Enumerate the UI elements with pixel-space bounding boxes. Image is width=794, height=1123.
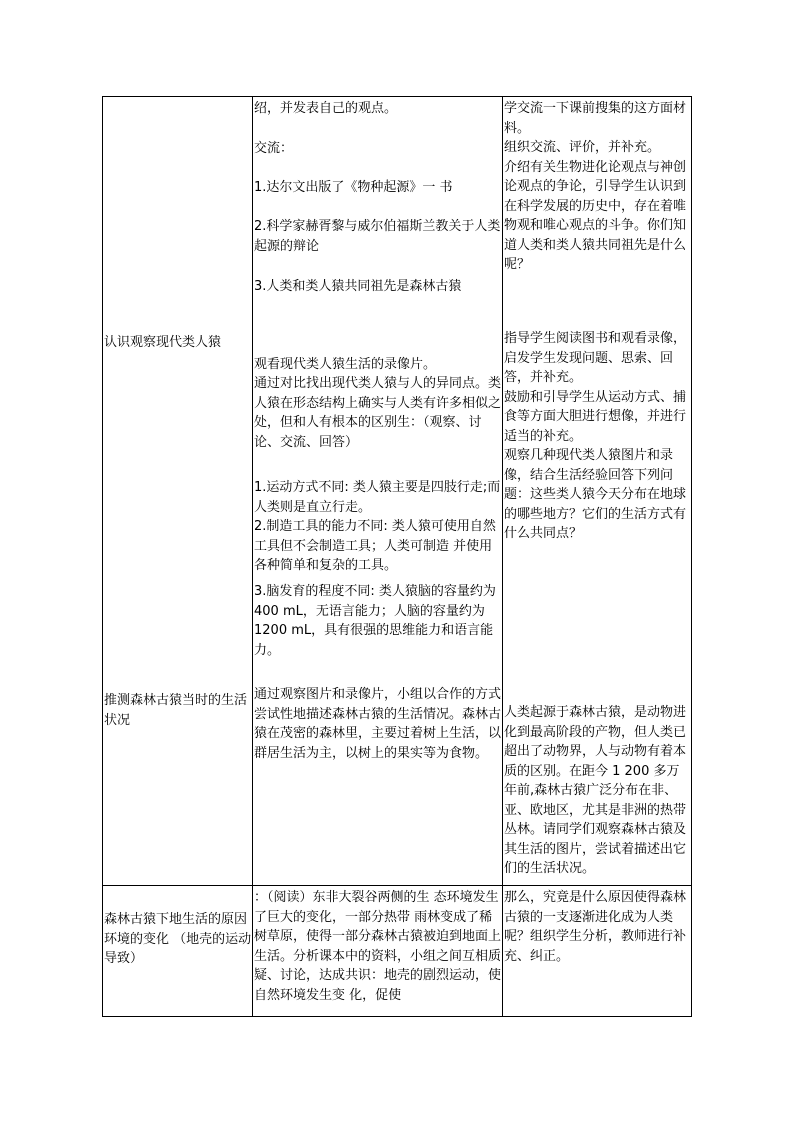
text-line: 2.科学家赫胥黎与威尔伯福斯兰教关于人类起源的辩论 bbox=[254, 219, 501, 254]
text-line: 绍，并发表自己的观点。 bbox=[254, 101, 398, 116]
text-paragraph: 人类起源于森林古猿，是动物进化到最高阶段的产物，但人类已超出了动物界，人与动物有着本质的区别。在距今 1 200 多万年前,森林古猿广泛分布在非、亚、欧地区，尤其是非洲的热带丛林。请同学们观察森林古猿及其生活的图片，尝试着描述出它们的生活状况。 bbox=[504, 705, 687, 876]
text-line: 3.人类和类人猿共同祖先是森林古猿 bbox=[254, 279, 462, 294]
text-paragraph: 学交流一下课前搜集的这方面材料。 组织交流、评价，并补充。 介绍有关生物进化论观点与神创论观点的争论，引导学生认识到在科学发展的历史中，存在着唯物观和唯心观点的斗争。你们知道人类和类人猿共同祖先是什么呢？ bbox=[504, 101, 687, 272]
text-paragraph: 那么，究竟是什么原因使得森林古猿的一支逐渐进化成为人类呢？组织学生分析，教师进行补充、纠正。 bbox=[504, 890, 687, 964]
topic-label: 推测森林古猿当时的生活状况 bbox=[104, 693, 248, 728]
topic-label: 森林古猿下地生活的原因 环境的变化 （地壳的运动导致） bbox=[104, 912, 252, 966]
lesson-table bbox=[102, 96, 692, 1017]
text-line: 观看现代类人猿生活的录像片。 bbox=[254, 357, 437, 372]
text-paragraph: 2.制造工具的能力不同: 类人猿可使用自然工具但不会制造工具；人类可制造 并使用各种简单和复杂的工具。 bbox=[254, 519, 496, 573]
text-paragraph: 通过对比找出现代类人猿与人的异同点。类人猿在形态结构上确实与人类有许多相似之处，但和人有根本的区别生：（观察、讨论、交流、回答） bbox=[254, 376, 502, 450]
text-paragraph: 1.运动方式不同: 类人猿主要是四肢行走;而人类则是直立行走。 bbox=[254, 480, 501, 515]
text-paragraph: 指导学生阅读图书和观看录像，启发学生发现问题、思索、回答，并补充。 鼓励和引导学生从运动方式、捕食等方面大胆进行想像，并进行适当的补充。 观察几种现代类人猿图片和录像，结合生活经验回答下列问题：这些类人猿今天分布在地球的哪些地方？它们的生活方式有什么共同点？ bbox=[504, 331, 687, 541]
text-paragraph: 通过观察图片和录像片，小组以合作的方式尝试性地描述森林古猿的生活情况。森林古猿在茂密的森林里，主要过着树上生活，以群居生活为主，以树上的果实等为食物。 bbox=[254, 687, 502, 761]
table-cell bbox=[253, 97, 503, 886]
table-row bbox=[103, 97, 692, 886]
table-cell bbox=[103, 97, 253, 886]
table-row bbox=[103, 886, 692, 1017]
table-cell bbox=[253, 886, 503, 1017]
text-line: 1.达尔文出版了《物种起源》一 书 bbox=[254, 180, 453, 195]
table-cell bbox=[503, 97, 692, 886]
text-paragraph: 3.脑发育的程度不同: 类人猿脑的容量约为 400 mL，无语言能力；人脑的容量约为 1200 mL，具有很强的思维能力和语言能力。 bbox=[254, 584, 496, 658]
table-cell bbox=[503, 886, 692, 1017]
topic-label: 认识观察现代类人猿 bbox=[104, 335, 222, 350]
text-paragraph: ：（阅读）东非大裂谷两侧的生 态环境发生了巨大的变化，一部分热带 雨林变成了稀树草原，使得一部分森林古猿被迫到地面上生活。分析课本中的资料，小组之间互相质疑、讨论，达成共识：地壳的剧烈运动，使自然环境发生变 化，促使 bbox=[254, 890, 502, 1003]
table-cell bbox=[103, 886, 253, 1017]
text-line: 交流： bbox=[254, 141, 294, 156]
